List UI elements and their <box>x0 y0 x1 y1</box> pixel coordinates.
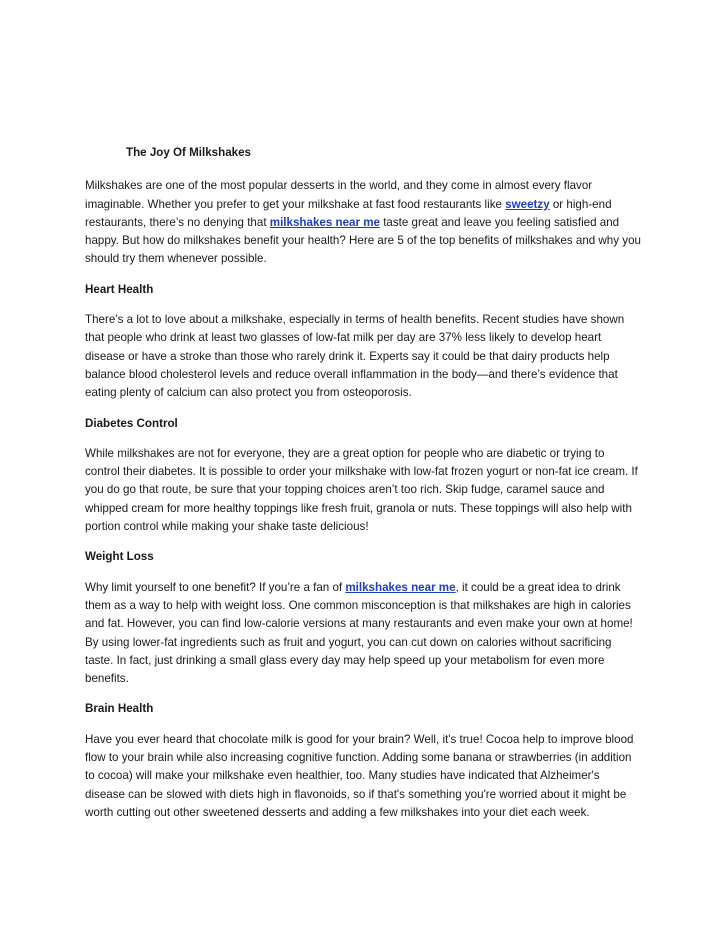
intro-paragraph <box>85 177 641 268</box>
brain-health-heading: Brain Health <box>85 702 154 716</box>
document-title: The Joy Of Milkshakes <box>126 146 252 159</box>
intro-text-3: taste great and leave you feeling satisfied and happy. But how do milkshakes benefit your health? Here are 5 of the top benefits of milkshakes and why you should try them whenever possible. <box>85 215 641 266</box>
diabetes-control-paragraph: While milkshakes are not for everyone, they are a great option for people who are diabetic or trying to control their diabetes. It is possible to order your milkshake with low-fat frozen yogurt or non-fat ice cream. If you do go that route, be sure that your topping choices aren’t too rich. Skip fudge, caramel sauce and whipped cream for more healthy toppings like fresh fruit, granola or nuts. These toppings will also help with portion control while making your shake taste delicious! <box>85 446 638 534</box>
sweetzy-link[interactable]: sweetzy <box>505 197 550 211</box>
heart-health-paragraph: There’s a lot to love about a milkshake, especially in terms of health benefits. Recent studies have shown that people who drink at least two glasses of low-fat milk per day are 37% less likely to develop heart disease or have a stroke than those who rarely drink it. Experts say it could be that dairy products help balance blood cholesterol levels and reduce overall inflammation in the body—and there’s evidence that eating plenty of calcium can also protect you from osteoporosis. <box>85 313 625 400</box>
weight-text-1: Why limit yourself to one benefit? If you’re a fan of <box>85 580 346 594</box>
heart-health-heading: Heart Health <box>85 282 154 296</box>
weight-loss-heading: Weight Loss <box>85 550 154 564</box>
document-page <box>85 144 641 834</box>
milkshakes-near-me-link[interactable]: milkshakes near me <box>269 215 380 229</box>
diabetes-control-heading: Diabetes Control <box>85 416 178 430</box>
intro-text-2: or high-end restaurants, there’s no denying that <box>85 197 612 229</box>
weight-loss-paragraph <box>85 579 641 689</box>
milkshakes-near-me-link-2[interactable]: milkshakes near me <box>345 580 456 594</box>
brain-health-paragraph: Have you ever heard that chocolate milk is good for your brain? Well, it's true! Cocoa help to improve blood flow to your brain while also increasing cognitive function. Adding some banana or strawberries (in addition to cocoa) will make your milkshake even healthier, too. Many studies have indicated that Alzheimer's disease can be slowed with diets high in flavonoids, so if that's something you're worried about it might be worth cutting out other sweetened desserts and adding a few milkshakes into your diet each week. <box>85 732 634 819</box>
weight-text-2: , it could be a great idea to drink them as a way to help with weight loss. One common misconception is that milkshakes are high in calories and fat. However, you can find low-calorie versions at many restaurants and even make your own at home! By using lower-fat ingredients such as fruit and yogurt, you can cut down on calories without sacrificing taste. In fact, just drinking a small glass every day may help speed up your metabolism for even more benefits. <box>85 580 633 686</box>
intro-text-1: Milkshakes are one of the most popular desserts in the world, and they come in almost every flavor imaginable. Whether you prefer to get your milkshake at fast food restaurants like <box>85 179 593 211</box>
